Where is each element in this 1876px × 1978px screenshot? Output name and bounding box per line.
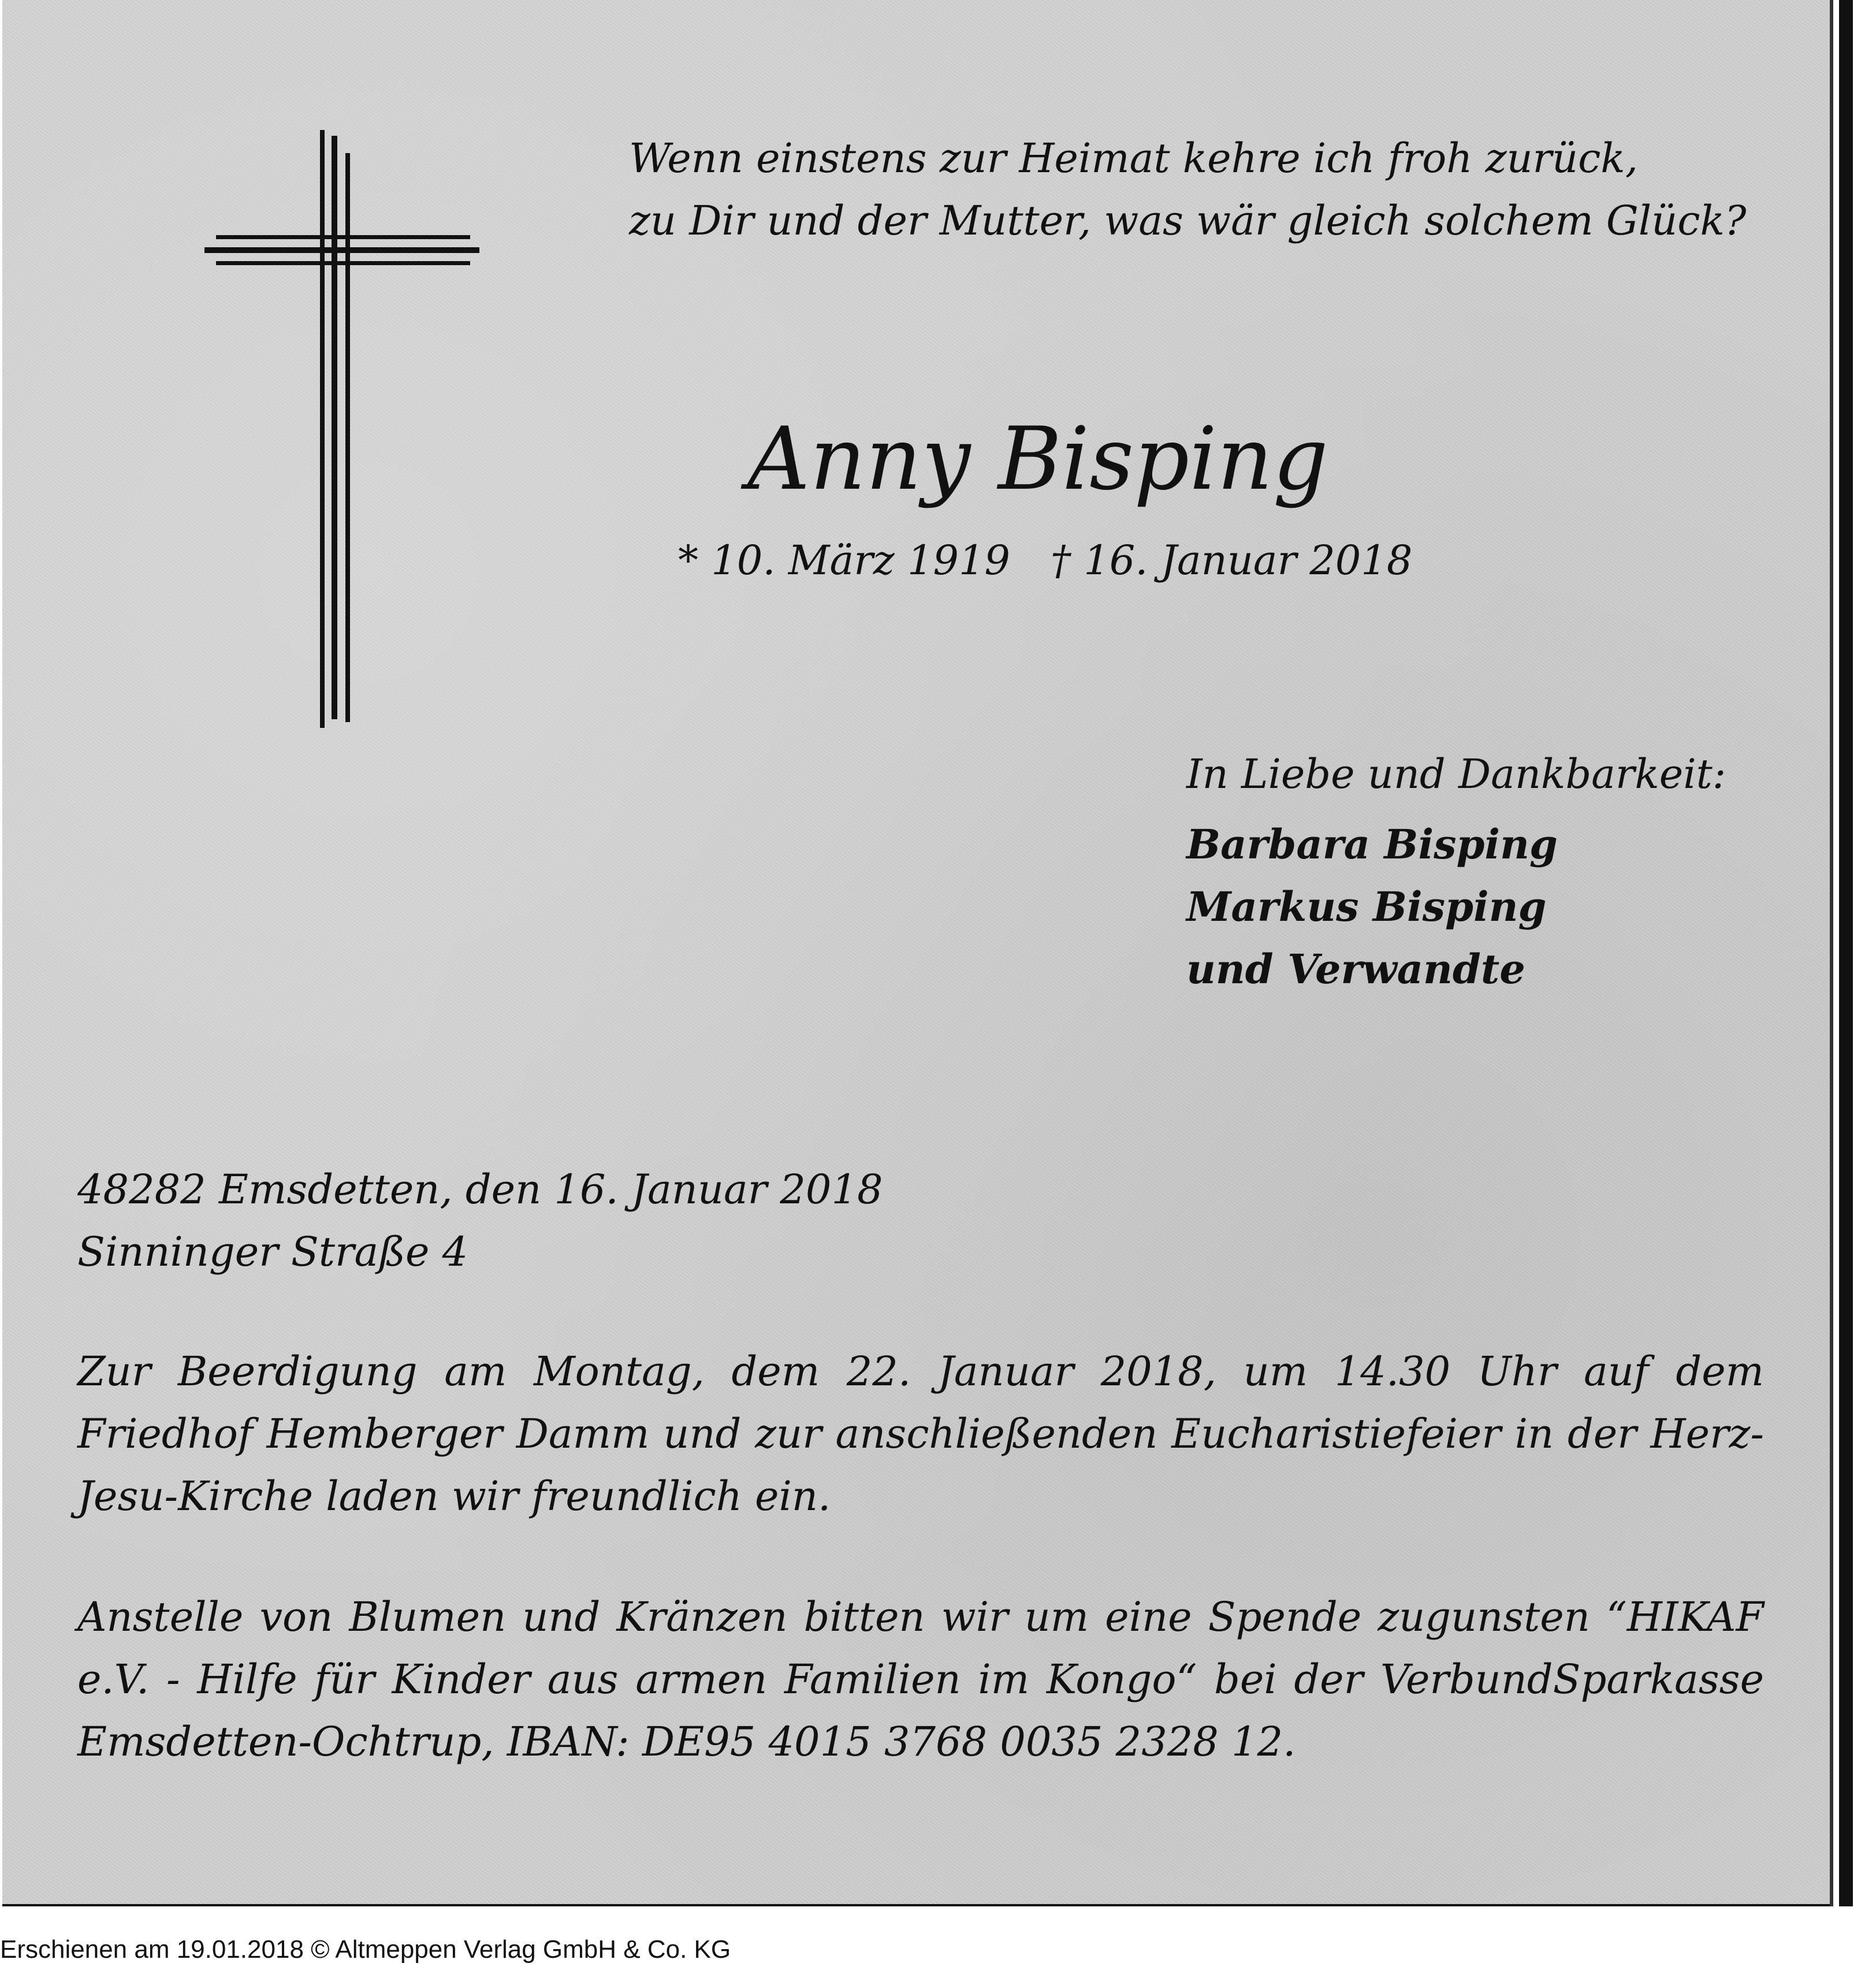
publication-credit: Erschienen am 19.01.2018 © Altmeppen Verlag GmbH & Co. KG bbox=[0, 1935, 731, 1964]
mourner-name: Barbara Bisping bbox=[1186, 820, 1558, 868]
birth-date: * 10. März 1919 bbox=[678, 537, 1010, 584]
donation-line: e.V. - Hilfe für Kinder aus armen Familien im Kongo“ bei der VerbundSparkasse bbox=[77, 1656, 1764, 1703]
border-line-thin bbox=[1830, 0, 1833, 1906]
right-margin bbox=[1830, 0, 1876, 1906]
verse bbox=[629, 127, 1784, 252]
funeral-line: Friedhof Hemberger Damm und zur anschließenden Eucharistiefeier in der Herz- bbox=[77, 1410, 1764, 1458]
death-date: † 16. Januar 2018 bbox=[1050, 537, 1413, 584]
mourners-block bbox=[1186, 745, 1726, 1001]
deceased-name: Anny Bisping bbox=[747, 409, 1328, 510]
thanks-intro: In Liebe und Dankbarkeit: bbox=[1186, 750, 1726, 798]
funeral-line: Zur Beerdigung am Montag, dem 22. Januar 2018, um 14.30 Uhr auf dem bbox=[77, 1348, 1764, 1395]
place-date: 48282 Emsdetten, den 16. Januar 2018 bbox=[77, 1166, 883, 1213]
address-block bbox=[77, 1158, 883, 1283]
donation-line: Anstelle von Blumen und Kränzen bitten wir um eine Spende zugunsten “HIKAF bbox=[77, 1593, 1764, 1641]
mourner-name: und Verwandte bbox=[1186, 945, 1525, 993]
verse-line: zu Dir und der Mutter, was wär gleich solchem Glück? bbox=[629, 197, 1747, 244]
funeral-line: Jesu-Kirche laden wir freundlich ein. bbox=[77, 1473, 831, 1520]
donation-paragraph bbox=[77, 1586, 1764, 1773]
street: Sinninger Straße 4 bbox=[77, 1228, 468, 1276]
mourner-name: Markus Bisping bbox=[1186, 883, 1547, 931]
donation-line: Emsdetten-Ochtrup, IBAN: DE95 4015 3768 0035 2328 12. bbox=[77, 1718, 1296, 1765]
verse-line: Wenn einstens zur Heimat kehre ich froh zurück, bbox=[629, 135, 1638, 182]
funeral-paragraph bbox=[77, 1340, 1764, 1527]
life-dates bbox=[678, 531, 1412, 589]
border-line-thick bbox=[1839, 0, 1853, 1906]
cross-icon bbox=[204, 130, 479, 728]
obituary-notice bbox=[2, 0, 1830, 1906]
